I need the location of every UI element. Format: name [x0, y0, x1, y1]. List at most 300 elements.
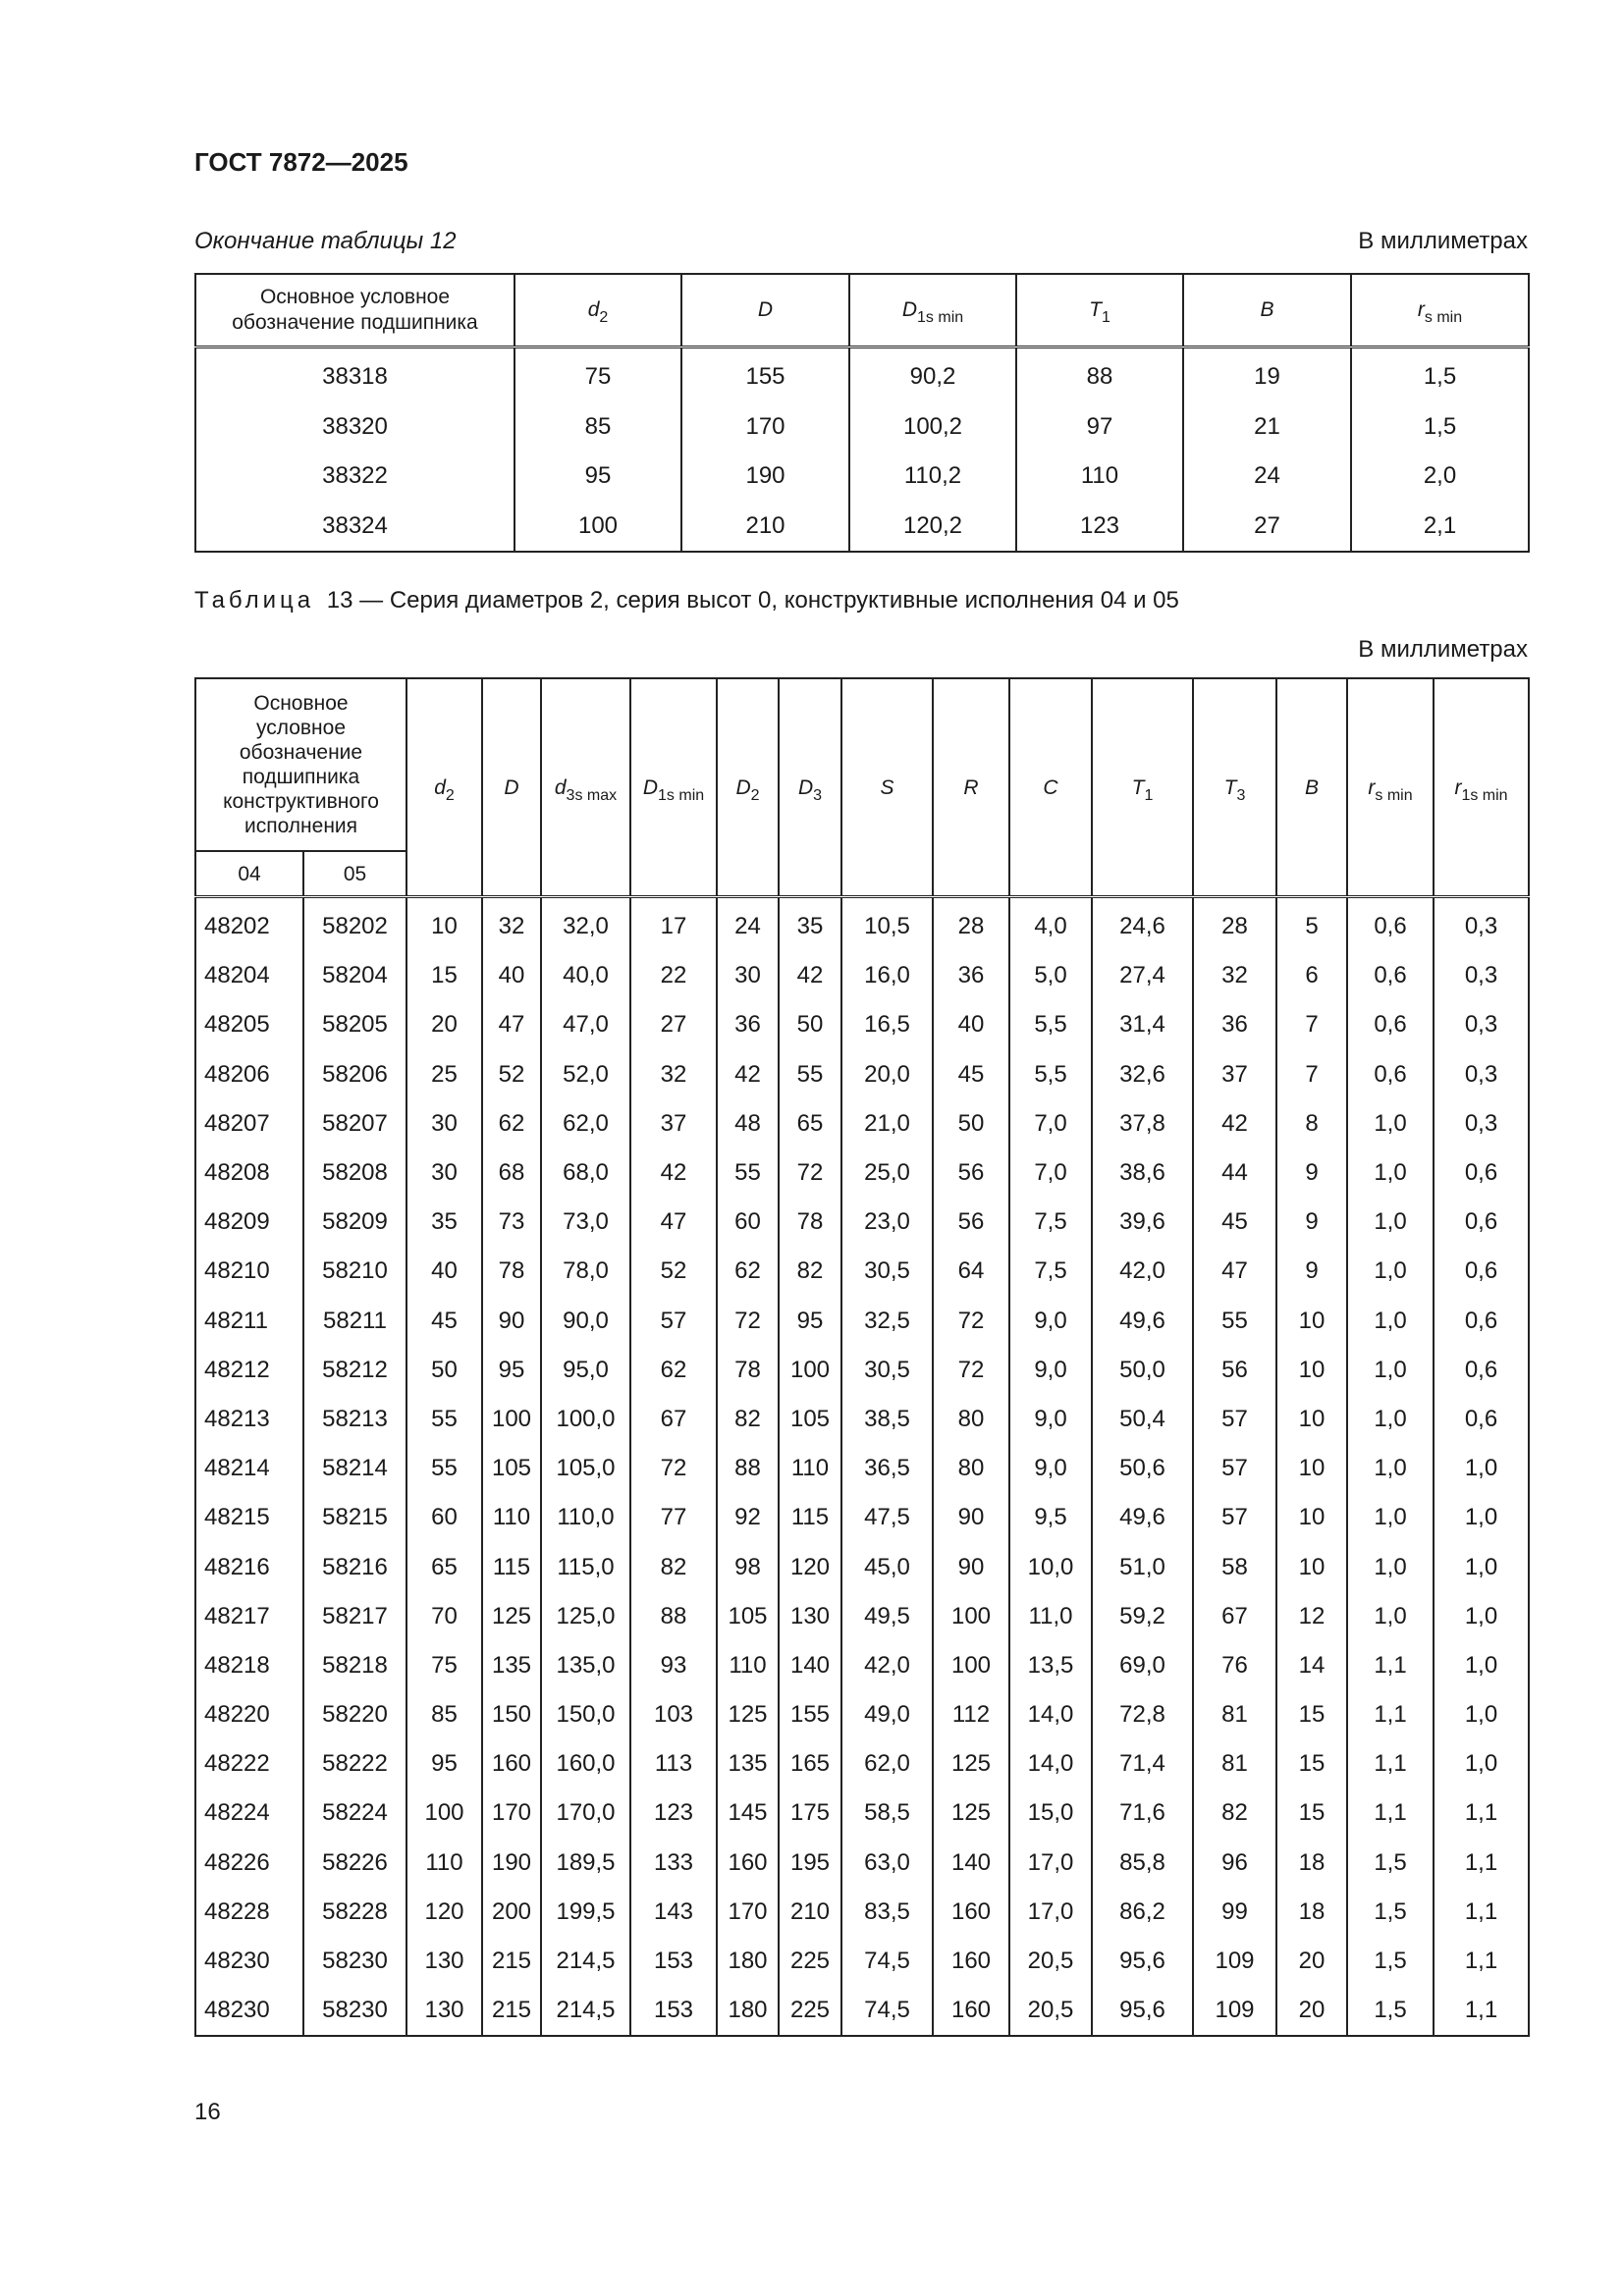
table13-cell: 48202	[195, 897, 303, 952]
table13-cell: 125	[482, 1592, 541, 1641]
table13-cell: 1,1	[1347, 1789, 1434, 1838]
table13-header-col: R	[933, 678, 1009, 897]
table13-cell: 40	[406, 1247, 482, 1296]
table13-cell: 1,0	[1347, 1148, 1434, 1198]
table13-cell: 58228	[303, 1888, 406, 1937]
table13-cell: 44	[1193, 1148, 1276, 1198]
table13-cell: 58224	[303, 1789, 406, 1838]
table13-cell: 14,0	[1009, 1690, 1092, 1739]
table12-header-rsmin: $r_{s min}$	[1351, 274, 1529, 347]
table13-cell: 28	[1193, 897, 1276, 952]
table13-header-designation: Основное условное обозначение подшипника конструктивного исполнения	[195, 678, 406, 851]
table13-cell: 0,6	[1434, 1198, 1529, 1247]
table13-cell: 130	[406, 1937, 482, 1986]
table13-cell: 45	[406, 1297, 482, 1346]
table13-cell: 100	[482, 1395, 541, 1444]
table13-cell: 1,0	[1434, 1542, 1529, 1591]
table13-cell: 0,6	[1434, 1346, 1529, 1395]
table13-cell: 100	[933, 1592, 1009, 1641]
table13-cell: 49,5	[841, 1592, 933, 1641]
table12-cell: 170	[681, 402, 849, 453]
table13-cell: 1,0	[1434, 1690, 1529, 1739]
table13-cell: 10	[1276, 1395, 1347, 1444]
table13-cell: 95,0	[541, 1346, 630, 1395]
table13-cell: 1,1	[1347, 1641, 1434, 1690]
table13-units: В миллиметрах	[1358, 636, 1528, 663]
table13-header-04: 04	[195, 851, 303, 897]
table13-cell: 125	[933, 1789, 1009, 1838]
table13-cell: 58213	[303, 1395, 406, 1444]
table13-cell: 160	[933, 1888, 1009, 1937]
table13-cell: 190	[482, 1839, 541, 1888]
table13-cell: 42	[630, 1148, 717, 1198]
table13-cell: 15	[406, 951, 482, 1000]
table13-cell: 0,3	[1434, 951, 1529, 1000]
table13-cell: 37	[1193, 1050, 1276, 1099]
table13-cell: 72	[717, 1297, 779, 1346]
table13-cell: 42,0	[1092, 1247, 1193, 1296]
table13-cell: 150,0	[541, 1690, 630, 1739]
table13-cell: 170	[717, 1888, 779, 1937]
table12-cell: 38322	[195, 452, 514, 502]
table13-cell: 47	[482, 1000, 541, 1049]
table13-cell: 189,5	[541, 1839, 630, 1888]
table13-cell: 86,2	[1092, 1888, 1193, 1937]
table12-cell: 210	[681, 502, 849, 553]
table13-cell: 32	[630, 1050, 717, 1099]
table13-cell: 15,0	[1009, 1789, 1092, 1838]
table13-cell: 52	[630, 1247, 717, 1296]
table13-cell: 96	[1193, 1839, 1276, 1888]
table13-row	[195, 1198, 1529, 1247]
table13-cell: 170,0	[541, 1789, 630, 1838]
table13-cell: 140	[933, 1839, 1009, 1888]
table13-cell: 48217	[195, 1592, 303, 1641]
table13-cell: 32,6	[1092, 1050, 1193, 1099]
table13-cell: 1,5	[1347, 1888, 1434, 1937]
table13-cell: 143	[630, 1888, 717, 1937]
table13-cell: 57	[630, 1297, 717, 1346]
table13-cell: 80	[933, 1444, 1009, 1493]
table13-cell: 58218	[303, 1641, 406, 1690]
table13-cell: 48224	[195, 1789, 303, 1838]
table13-cell: 160	[933, 1986, 1009, 2036]
table13-cell: 20	[1276, 1937, 1347, 1986]
table13-cell: 48215	[195, 1493, 303, 1542]
table13-cell: 37,8	[1092, 1099, 1193, 1148]
table13-cell: 58208	[303, 1148, 406, 1198]
table13-header-col: B	[1276, 678, 1347, 897]
table13-row	[195, 951, 1529, 1000]
table13-cell: 1,0	[1347, 1444, 1434, 1493]
table13-cell: 68	[482, 1148, 541, 1198]
table12-header-d2: $d_2$	[514, 274, 681, 347]
table13-row	[195, 1592, 1529, 1641]
table13-cell: 32	[1193, 951, 1276, 1000]
table12-cell: 90,2	[849, 347, 1016, 402]
table13-cell: 36	[933, 951, 1009, 1000]
table13-cell: 90	[933, 1493, 1009, 1542]
table13-cell: 48218	[195, 1641, 303, 1690]
table13-cell: 1,0	[1347, 1297, 1434, 1346]
table13-cell: 58	[1193, 1542, 1276, 1591]
table13-cell: 0,3	[1434, 1000, 1529, 1049]
table13-cell: 40	[933, 1000, 1009, 1049]
table13-cell: 48214	[195, 1444, 303, 1493]
table13-cell: 55	[406, 1395, 482, 1444]
table13-cell: 133	[630, 1839, 717, 1888]
table13-cell: 21,0	[841, 1099, 933, 1148]
table12-cell: 21	[1183, 402, 1351, 453]
table13-cell: 214,5	[541, 1986, 630, 2036]
table13-cell: 58230	[303, 1986, 406, 2036]
table13-cell: 9,5	[1009, 1493, 1092, 1542]
table13-cell: 69,0	[1092, 1641, 1193, 1690]
table13-cell: 153	[630, 1986, 717, 2036]
table13-cell: 0,3	[1434, 897, 1529, 952]
table13-cell: 48209	[195, 1198, 303, 1247]
table13-cell: 1,0	[1347, 1592, 1434, 1641]
table13-cell: 52,0	[541, 1050, 630, 1099]
table12-cell: 100	[514, 502, 681, 553]
table13-cell: 135	[717, 1739, 779, 1789]
table13-cell: 36	[717, 1000, 779, 1049]
table13-cell: 153	[630, 1937, 717, 1986]
table13-cell: 58217	[303, 1592, 406, 1641]
table13-cell: 1,0	[1347, 1542, 1434, 1591]
table13-cell: 35	[779, 897, 841, 952]
table12-cell: 97	[1016, 402, 1183, 453]
table13-cell: 22	[630, 951, 717, 1000]
table13-cell: 7	[1276, 1000, 1347, 1049]
table13-caption: 13 — Серия диаметров 2, серия высот 0, конструктивные исполнения 04 и 05	[326, 587, 1179, 614]
table13-cell: 62	[630, 1346, 717, 1395]
table13-cell: 105	[482, 1444, 541, 1493]
table12-cell: 27	[1183, 502, 1351, 553]
table13-cell: 100	[406, 1789, 482, 1838]
table13-cell: 45	[933, 1050, 1009, 1099]
table13-cell: 1,1	[1434, 1937, 1529, 1986]
table13-cell: 95	[406, 1739, 482, 1789]
table13-cell: 80	[933, 1395, 1009, 1444]
table13-cell: 7,5	[1009, 1198, 1092, 1247]
table13-header-col: $r_{s min}$	[1347, 678, 1434, 897]
table13-row	[195, 1789, 1529, 1838]
table13-cell: 210	[779, 1888, 841, 1937]
table13-cell: 67	[1193, 1592, 1276, 1641]
table12-cell: 1,5	[1351, 402, 1529, 453]
table13-header-col: $T_3$	[1193, 678, 1276, 897]
table13-cell: 110	[717, 1641, 779, 1690]
table13-cell: 1,1	[1434, 1888, 1529, 1937]
table12-cell: 85	[514, 402, 681, 453]
table13-cell: 58212	[303, 1346, 406, 1395]
table13-row	[195, 1148, 1529, 1198]
table13-cell: 58210	[303, 1247, 406, 1296]
table13-cell: 75	[406, 1641, 482, 1690]
table13-cell: 120	[406, 1888, 482, 1937]
table13-cell: 30	[717, 951, 779, 1000]
table13-cell: 40,0	[541, 951, 630, 1000]
table13-cell: 49,0	[841, 1690, 933, 1739]
table13-cell: 5	[1276, 897, 1347, 952]
table13-cell: 62	[717, 1247, 779, 1296]
table13-cell: 36,5	[841, 1444, 933, 1493]
table13-row	[195, 1986, 1529, 2036]
table13-cell: 95,6	[1092, 1937, 1193, 1986]
table13-cell: 16,0	[841, 951, 933, 1000]
table13-cell: 38,6	[1092, 1148, 1193, 1198]
table13-cell: 1,0	[1347, 1247, 1434, 1296]
table13-cell: 48204	[195, 951, 303, 1000]
table12-header-D1smin: $D_{1s min}$	[849, 274, 1016, 347]
table13-cell: 9,0	[1009, 1346, 1092, 1395]
table13-cell: 130	[406, 1986, 482, 2036]
table13-cell: 72	[933, 1346, 1009, 1395]
table12-header-T1: $T_1$	[1016, 274, 1183, 347]
table13-cell: 58226	[303, 1839, 406, 1888]
table13-cell: 7,5	[1009, 1247, 1092, 1296]
table13-cell: 58204	[303, 951, 406, 1000]
table13-cell: 78	[482, 1247, 541, 1296]
table13-cell: 47,5	[841, 1493, 933, 1542]
table13-cell: 140	[779, 1641, 841, 1690]
table13-cell: 85,8	[1092, 1839, 1193, 1888]
table13-cell: 20,5	[1009, 1937, 1092, 1986]
table12-cell: 110	[1016, 452, 1183, 502]
table13-cell: 1,0	[1434, 1444, 1529, 1493]
table13-row	[195, 1000, 1529, 1049]
table13-cell: 56	[933, 1148, 1009, 1198]
table13-cell: 150	[482, 1690, 541, 1739]
table13-cell: 10	[1276, 1493, 1347, 1542]
table13-cell: 36	[1193, 1000, 1276, 1049]
table13-cell: 180	[717, 1937, 779, 1986]
table13-cell: 115,0	[541, 1542, 630, 1591]
table13-cell: 71,6	[1092, 1789, 1193, 1838]
table13-cell: 63,0	[841, 1839, 933, 1888]
table12-cell: 155	[681, 347, 849, 402]
table13-row	[195, 1050, 1529, 1099]
table13-cell: 10	[1276, 1542, 1347, 1591]
table13-header-col: $D_3$	[779, 678, 841, 897]
table13-cell: 4,0	[1009, 897, 1092, 952]
table13-cell: 47,0	[541, 1000, 630, 1049]
table13-cell: 17,0	[1009, 1839, 1092, 1888]
table13-cell: 100	[779, 1346, 841, 1395]
table13-cell: 58206	[303, 1050, 406, 1099]
table13-cell: 225	[779, 1937, 841, 1986]
table13-cell: 95,6	[1092, 1986, 1193, 2036]
table12-cell: 88	[1016, 347, 1183, 402]
table13-row	[195, 1346, 1529, 1395]
table13-cell: 27	[630, 1000, 717, 1049]
table13-cell: 90,0	[541, 1297, 630, 1346]
table13-cell: 105,0	[541, 1444, 630, 1493]
table13-header-col: S	[841, 678, 933, 897]
table13-cell: 30	[406, 1148, 482, 1198]
table13-cell: 58,5	[841, 1789, 933, 1838]
table13-cell: 1,0	[1347, 1198, 1434, 1247]
table13-cell: 0,6	[1434, 1148, 1529, 1198]
table13-cell: 81	[1193, 1690, 1276, 1739]
table13-cell: 73	[482, 1198, 541, 1247]
table13-cell: 0,3	[1434, 1099, 1529, 1148]
table13-cell: 7,0	[1009, 1099, 1092, 1148]
table13-cell: 92	[717, 1493, 779, 1542]
table13-cell: 30,5	[841, 1346, 933, 1395]
table13-cell: 20,0	[841, 1050, 933, 1099]
table13-cell: 72,8	[1092, 1690, 1193, 1739]
table13-cell: 10,5	[841, 897, 933, 952]
table13-cell: 0,6	[1434, 1247, 1529, 1296]
table13-cell: 130	[779, 1592, 841, 1641]
table13-header-col: $r_{1s min}$	[1434, 678, 1529, 897]
table13-cell: 72	[779, 1148, 841, 1198]
table13-cell: 115	[779, 1493, 841, 1542]
table13-cell: 20	[1276, 1986, 1347, 2036]
table13-header-col: $d_{3s max}$	[541, 678, 630, 897]
table12-row	[195, 502, 1529, 553]
table13-cell: 56	[1193, 1346, 1276, 1395]
table13-cell: 42	[779, 951, 841, 1000]
table13-cell: 38,5	[841, 1395, 933, 1444]
table13-cell: 48207	[195, 1099, 303, 1148]
table13-cell: 88	[630, 1592, 717, 1641]
table13-cell: 62	[482, 1099, 541, 1148]
table13-cell: 64	[933, 1247, 1009, 1296]
table13-cell: 48216	[195, 1542, 303, 1591]
table13-cell: 1,0	[1434, 1641, 1529, 1690]
table13-cell: 47	[630, 1198, 717, 1247]
table12-cell: 19	[1183, 347, 1351, 402]
table13-cell: 1,1	[1434, 1789, 1529, 1838]
table13-cell: 70	[406, 1592, 482, 1641]
table13-cell: 13,5	[1009, 1641, 1092, 1690]
table13-cell: 160	[482, 1739, 541, 1789]
table13-cell: 55	[779, 1050, 841, 1099]
table13-cell: 58214	[303, 1444, 406, 1493]
table13-cell: 57	[1193, 1395, 1276, 1444]
table13-cell: 125	[717, 1690, 779, 1739]
table13-cell: 145	[717, 1789, 779, 1838]
document-code: ГОСТ 7872—2025	[194, 147, 408, 177]
table13-cell: 32	[482, 897, 541, 952]
table13-cell: 11,0	[1009, 1592, 1092, 1641]
table13-cell: 10	[1276, 1346, 1347, 1395]
table13-cell: 50	[406, 1346, 482, 1395]
table13-cell: 1,0	[1347, 1099, 1434, 1148]
table13-cell: 58209	[303, 1198, 406, 1247]
table12	[194, 273, 1530, 553]
table13-cell: 82	[1193, 1789, 1276, 1838]
table12-cell: 38320	[195, 402, 514, 453]
table13-cell: 52	[482, 1050, 541, 1099]
table13-cell: 110	[482, 1493, 541, 1542]
table13-cell: 125	[933, 1739, 1009, 1789]
table13-cell: 1,1	[1347, 1690, 1434, 1739]
table13-cell: 77	[630, 1493, 717, 1542]
table13-cell: 32,0	[541, 897, 630, 952]
table13-cell: 125,0	[541, 1592, 630, 1641]
table13-cell: 57	[1193, 1493, 1276, 1542]
table13-header-row	[195, 678, 1529, 851]
table13-cell: 48230	[195, 1986, 303, 2036]
table13-cell: 88	[717, 1444, 779, 1493]
table13-cell: 55	[717, 1148, 779, 1198]
table13-cell: 78	[779, 1198, 841, 1247]
table13-cell: 16,5	[841, 1000, 933, 1049]
table13-cell: 48	[717, 1099, 779, 1148]
table13-cell: 58215	[303, 1493, 406, 1542]
table12-cell: 123	[1016, 502, 1183, 553]
table13-cell: 56	[933, 1198, 1009, 1247]
table13-cell: 15	[1276, 1690, 1347, 1739]
table13-cell: 14	[1276, 1641, 1347, 1690]
table13-header-col: $D_2$	[717, 678, 779, 897]
table13-cell: 9	[1276, 1198, 1347, 1247]
table13-cell: 58220	[303, 1690, 406, 1739]
table13-cell: 10	[406, 897, 482, 952]
table13-cell: 120	[779, 1542, 841, 1591]
table13-cell: 48211	[195, 1297, 303, 1346]
table13-cell: 7	[1276, 1050, 1347, 1099]
table13-cell: 109	[1193, 1937, 1276, 1986]
table13-row	[195, 1395, 1529, 1444]
table13-cell: 30	[406, 1099, 482, 1148]
table13-cell: 59,2	[1092, 1592, 1193, 1641]
table13-cell: 48226	[195, 1839, 303, 1888]
table12-units: В миллиметрах	[1358, 228, 1528, 254]
table13-cell: 0,6	[1347, 1000, 1434, 1049]
table13-row	[195, 1739, 1529, 1789]
table13-cell: 115	[482, 1542, 541, 1591]
table13-cell: 58207	[303, 1099, 406, 1148]
table13-cell: 214,5	[541, 1937, 630, 1986]
table13-cell: 23,0	[841, 1198, 933, 1247]
table13-caption-prefix: Таблица	[194, 587, 315, 614]
table13-row	[195, 1641, 1529, 1690]
table13-cell: 1,0	[1434, 1739, 1529, 1789]
table13-cell: 58211	[303, 1297, 406, 1346]
table13-cell: 9,0	[1009, 1297, 1092, 1346]
table13-cell: 112	[933, 1690, 1009, 1739]
table13-cell: 160	[717, 1839, 779, 1888]
table13-cell: 31,4	[1092, 1000, 1193, 1049]
table12-cell: 2,1	[1351, 502, 1529, 553]
table13-cell: 1,1	[1434, 1986, 1529, 2036]
table13-cell: 32,5	[841, 1297, 933, 1346]
table13-cell: 225	[779, 1986, 841, 2036]
table12-caption: Окончание таблицы 12	[194, 228, 457, 254]
table13-cell: 5,5	[1009, 1000, 1092, 1049]
table13-cell: 57	[1193, 1444, 1276, 1493]
table13-cell: 100	[933, 1641, 1009, 1690]
table13-cell: 199,5	[541, 1888, 630, 1937]
table13-cell: 110	[406, 1839, 482, 1888]
table13-cell: 12	[1276, 1592, 1347, 1641]
table13-row	[195, 897, 1529, 952]
table13-cell: 0,6	[1347, 897, 1434, 952]
table13-cell: 170	[482, 1789, 541, 1838]
table13-cell: 10	[1276, 1444, 1347, 1493]
table13-cell: 1,0	[1347, 1395, 1434, 1444]
table13-cell: 90	[933, 1542, 1009, 1591]
table13-cell: 40	[482, 951, 541, 1000]
table12-header-designation: Основное условное обозначение подшипника	[195, 274, 514, 347]
table13-cell: 10,0	[1009, 1542, 1092, 1591]
table13-cell: 93	[630, 1641, 717, 1690]
